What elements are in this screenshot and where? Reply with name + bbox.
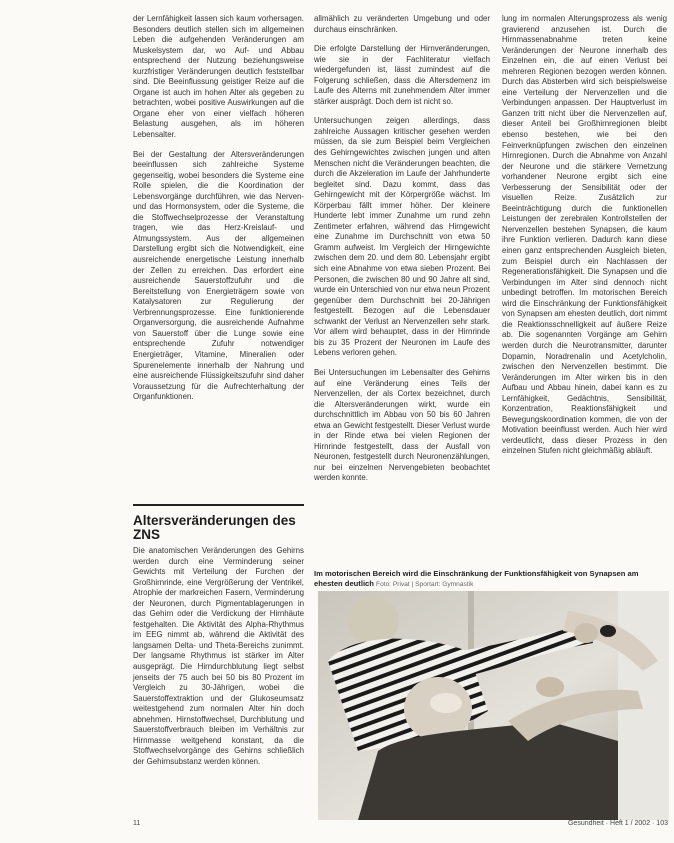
page-number: 11 (133, 820, 141, 827)
photo-caption (314, 569, 667, 590)
caption-credit: Foto: Privat | Sportart: Gymnastik (376, 581, 474, 588)
col2-paragraph-2: Die erfolgte Darstellung der Hirnveränderungen, wie sie in der Fachliteratur vielfach wiedergefunden ist, lässt zumindest auf die Folgerung schließen, dass die Altersdemenz im Laufe des Alterns mit zunehmendem Alter immer stärker ausprägt. Doch dem ist nicht so. (314, 44, 490, 106)
section-heading: Altersveränderungen des ZNS (133, 513, 296, 542)
col2-paragraph-1: allmählich zu veränderten Umgebung und oder durchaus einschränken. (314, 14, 490, 34)
journal-footer: Gesundheit · Heft 1 / 2002 · 103 (567, 820, 668, 827)
caption-text: Im motorischen Bereich wird die Einschränkung der Funktionsfähigkeit von Synapsen am ehesten deutlich (314, 569, 639, 588)
column-1-section-text: Die anatomischen Veränderungen des Gehirns werden durch eine Verminderung seiner Gewichts mit Verteilung der Furchen der Großhirnrinde, eine Vergrößerung der Ventrikel, Atrophie der markreichen Fasern, Verminderung der Neuronen, durch Pigmentablagerungen in das Gehirn oder die Verdickung der Hirnhäute festgehalten. Die Aktivität des Alpha-Rhythmus im EEG nimmt ab, während die Aktivität des langsamen Delta- und Theta-Bereichs zunimmt. Der langsame Rhythmus ist stärker im Alter ausgeprägt. Die Hirndurchblutung liegt selbst jenseits der 75 auch bei 50 bis 80 Prozent im Vergleich zu 30-Jährigen, wobei die Sauerstoffextraktion und der Glukoseumsatz weitestgehend zum normalen Alter hin doch abnehmen. Hirnstoffwechsel, Durchblutung und Sauerstoffverbrauch bleiben im Verhältnis zur Hirnmasse weitgehend konstant, da die Stoffwechselvorgänge des Gehirns schließlich der Gehirnsubstanz werden können. (133, 546, 304, 766)
col1-paragraph-1: der Lernfähigkeit lassen sich kaum vorhersagen. Besonders deutlich stellen sich im allgemeinen Leben die aufgehenden Veränderungen am Muskelsystem dar, wo Auf- und Abbau entsprechend der Nutzung beziehungsweise kurzfristiger Veränderungen deutlich feststellbar sind. Die Beeinflussung geistiger Reize auf die Organe ist auch im hohen Alter als gegeben zu betrachten, wobei positive Auswirkungen auf die Organe eher von einer vielfach höheren Belastung ausgehen, als im höheren Lebensalter. (133, 14, 304, 140)
photo-elderly-exercise-icon (318, 591, 669, 820)
column-3 (502, 14, 667, 457)
section-rule (133, 504, 304, 506)
col2-paragraph-4: Bei Untersuchungen im Lebensalter des Gehirns auf eine Veränderung eines Teils der Nervenzellen, der als Cortex bezeichnet, durch die Altersveränderungen wirkt, wurde ein durchschnittlich im Abbau von 50 bis 60 Jahren etwa an Gewicht festgestellt. Dieser Verlust wurde in der Rinde etwa bei vielen Regionen der Hirnrinde festgestellt, dass der Ausfall von Neuronen, festgestellt durch Neuronenzählungen, nur bei einzelnen Nervengebieten beobachtet werden konnte. (314, 367, 490, 483)
col1-paragraph-2: Bei der Gestaltung der Altersveränderungen beeinflussen sich zahlreiche Systeme gegenseitig, wobei besonders die Systeme eine Rolle spielen, die die Koordination der Lebensvorgänge durchführen, wie das Nerven- und das Hormonsystem, oder die Systeme, die die Stoffwechselprozesse der Veranstaltung tragen, wie das Herz-Kreislauf- und Atmungssystem. Aus der allgemeinen Darstellung ergibt sich die Notwendigkeit, eine ausreichende energetische Leistung innerhalb der Zellen zu erreichen. Das erfordert eine ausreichende Sauerstoffzufuhr und die Bereitstellung von Energieträgern sowie von Katalysatoren zur Regulierung der Verbrennungsprozesse. Eine funktionierende Organversorgung, die ausreichende Aufnahme von Sauerstoff über die Lunge sowie eine entsprechende Zufuhr notwendiger Energieträger, Vitamine, Mineralien oder Spurenelemente innerhalb der Nahrung und eine ausreichende Flüssigkeitszufuhr sind daher Voraussetzung für die Aufrechterhaltung der Organfunktionen. (133, 149, 304, 402)
col2-paragraph-3: Untersuchungen zeigen allerdings, dass zahlreiche Aussagen kritischer gesehen werden müssen, da sie zum Beispiel beim Vergleichen des Gehirngewichtes zwischen jungen und alten Menschen nicht die Veränderungen beachten, die durch die Akzeleration im Laufe der Jahrhunderte begleitet sind. Dazu kommt, dass das Gehirngewicht mit der Körpergröße wächst. Im Körperbau fällt immer höher. Der kleinere Hunderte lebt immer Zunahme um rund zehn Zentimeter erfahren, während das Hirngewicht eine Zunahme im Durchschnitt von etwa 50 Gramm aufweist. Im Vergleich der Hirngewichte zwischen dem 20. und dem 80. Lebensjahr ergibt sich eine Abnahme von etwa sieben Prozent. Bei Personen, die zwischen 80 und 90 Jahre alt sind, wurde ein Unterschied von nur etwa neun Prozent gegenüber dem Durchschnitt bei 20-Jährigen festgestellt. Bezogen auf die Lebensdauer schwankt der Verlust an Nervenzellen sehr stark. Vor allem wird behauptet, dass in der Hirnrinde bis zu 35 Prozent der Neuronen im Laufe des Lebens verloren gehen. (314, 116, 490, 358)
column-1 (133, 14, 304, 403)
exercise-photo (318, 591, 669, 820)
col3-paragraph: lung im normalen Alterungsprozess als wenig gravierend anzusehen ist. Durch die Hirnmassenabnahme treten keine Veränderungen der Neurone innerhalb des Einzelnen ein, die auf einen Verlust bei mehreren Regionen bezogen werden können. Durch das Absterben wird sich beispielsweise eine Verteilung der Nervenzellen und die Verbindungen anpassen. Der Hauptverlust im Ganzen tritt nicht über die Nervenzellen auf, dieser Anteil bei Großhirnregionen bleibt ebenso bestehen, wie bei den Feinverknüpfungen zwischen den einzelnen Hirnregionen. Durch die Abnahme von Anzahl der Neurone und die stärkere Vernetzung vorhandener Neurone ergibt sich eine Verbesserung der Sensibilität oder der visuellen Reize. Zusätzlich zur Beeinträchtigung durch die funktionellen Leistungen der zerebralen Kontrollstellen der Nervenzellen bestehen Synapsen, die kaum ihre Funktion verlieren. Dadurch kann diese einen ganz entsprechenden Ausgleich bieten, zum Beispiel durch ein Nachlassen der Regenerationsfähigkeit. Die Synapsen und die Verbindungen im Alter sind dennoch nicht unbedingt betroffen. Im motorischen Bereich wird die Einschränkung der Funktionsfähigkeit von Synapsen am ehesten deutlich, dort nimmt die Reaktionsschnelligkeit auf äußere Reize ab. Die sogenannten Vorgänge am Gehirn werden durch die Neurotransmitter, darunter Dopamin, Noradrenalin und Acetylcholin, zwischen den Nervenzellen bestimmt. Die Veränderungen im Alter wirken bis in den Aufbau und Abbau hinein, dabei kann es zu Lernfähigkeit, Gedächtnis, Sensibilität, Konzentration, Reaktionsfähigkeit und Bewegungskoordination kommen, die von der Motivation beeinflusst werden. Auch hier wird verdeutlicht, dass dieser Prozess in den einzelnen Stufen nicht gleichmäßig abläuft. (502, 14, 667, 456)
column-2 (314, 14, 490, 484)
